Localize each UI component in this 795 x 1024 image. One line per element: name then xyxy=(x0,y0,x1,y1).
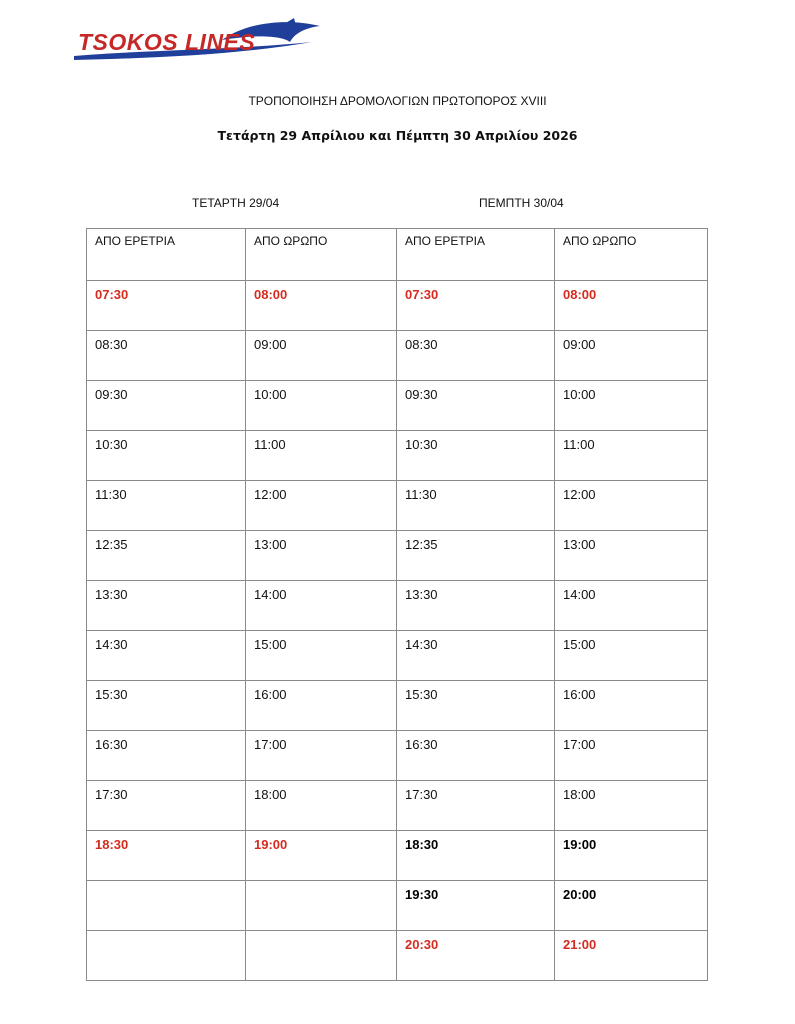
table-cell: 20:00 xyxy=(555,881,708,931)
table-cell: 07:30 xyxy=(87,281,246,331)
column-header: ΑΠΟ ΕΡΕΤΡΙΑ xyxy=(87,229,246,281)
day-label-thursday: ΠΕΜΠΤΗ 30/04 xyxy=(479,196,564,210)
column-header: ΑΠΟ ΩΡΩΠΟ xyxy=(555,229,708,281)
day-label-wednesday: ΤΕΤΑΡΤΗ 29/04 xyxy=(192,196,280,210)
table-cell: 15:30 xyxy=(87,681,246,731)
table-cell: 16:00 xyxy=(246,681,397,731)
table-cell: 08:30 xyxy=(397,331,555,381)
table-cell: 17:00 xyxy=(246,731,397,781)
table-row xyxy=(87,281,708,331)
table-cell: 10:00 xyxy=(555,381,708,431)
table-cell: 12:00 xyxy=(246,481,397,531)
table-cell: 11:30 xyxy=(87,481,246,531)
table-cell: 21:00 xyxy=(555,931,708,981)
table-cell: 17:30 xyxy=(397,781,555,831)
table-cell xyxy=(246,881,397,931)
table-cell: 15:30 xyxy=(397,681,555,731)
table-cell xyxy=(87,881,246,931)
table-cell: 10:00 xyxy=(246,381,397,431)
table-cell: 16:30 xyxy=(87,731,246,781)
table-cell: 08:00 xyxy=(246,281,397,331)
table-cell: 14:30 xyxy=(87,631,246,681)
page-subtitle: Τετάρτη 29 Απρίλιου και Πέμπτη 30 Απριλίου 2026 xyxy=(217,128,578,143)
table-cell: 11:30 xyxy=(397,481,555,531)
table-row xyxy=(87,631,708,681)
table-cell: 18:30 xyxy=(87,831,246,881)
column-header: ΑΠΟ ΕΡΕΤΡΙΑ xyxy=(397,229,555,281)
table-cell: 11:00 xyxy=(555,431,708,481)
table-cell: 16:30 xyxy=(397,731,555,781)
table-cell: 09:00 xyxy=(555,331,708,381)
table-row xyxy=(87,581,708,631)
table-cell: 10:30 xyxy=(87,431,246,481)
table-row xyxy=(87,381,708,431)
column-header: ΑΠΟ ΩΡΩΠΟ xyxy=(246,229,397,281)
table-cell: 18:00 xyxy=(555,781,708,831)
table-cell: 17:30 xyxy=(87,781,246,831)
table-cell: 12:35 xyxy=(397,531,555,581)
table-cell: 19:30 xyxy=(397,881,555,931)
schedule-table xyxy=(86,228,708,981)
table-cell: 09:30 xyxy=(87,381,246,431)
table-cell: 17:00 xyxy=(555,731,708,781)
table-cell: 18:00 xyxy=(246,781,397,831)
table-cell: 08:30 xyxy=(87,331,246,381)
table-row xyxy=(87,731,708,781)
table-cell: 10:30 xyxy=(397,431,555,481)
table-cell: 13:30 xyxy=(397,581,555,631)
table-cell: 16:00 xyxy=(555,681,708,731)
table-row xyxy=(87,781,708,831)
table-cell xyxy=(246,931,397,981)
page-title: ΤΡΟΠΟΠΟΙΗΣΗ ΔΡΟΜΟΛΟΓΙΩΝ ΠΡΩΤΟΠΟΡΟΣ XVIII xyxy=(248,94,547,108)
table-row xyxy=(87,681,708,731)
table-cell: 14:00 xyxy=(555,581,708,631)
table-cell: 14:30 xyxy=(397,631,555,681)
table-cell: 07:30 xyxy=(397,281,555,331)
table-row xyxy=(87,531,708,581)
table-cell: 12:00 xyxy=(555,481,708,531)
header-row xyxy=(87,229,708,281)
table-cell: 09:30 xyxy=(397,381,555,431)
table-cell: 13:00 xyxy=(555,531,708,581)
table-cell: 12:35 xyxy=(87,531,246,581)
logo-text: TSOKOS LINES xyxy=(78,29,256,55)
table-cell: 13:30 xyxy=(87,581,246,631)
tsokos-lines-logo xyxy=(72,16,342,66)
table-cell xyxy=(87,931,246,981)
table-cell: 09:00 xyxy=(246,331,397,381)
table-cell: 20:30 xyxy=(397,931,555,981)
table-cell: 13:00 xyxy=(246,531,397,581)
table-row xyxy=(87,331,708,381)
table-row xyxy=(87,881,708,931)
table-cell: 14:00 xyxy=(246,581,397,631)
table-cell: 11:00 xyxy=(246,431,397,481)
table-cell: 19:00 xyxy=(555,831,708,881)
table-cell: 08:00 xyxy=(555,281,708,331)
table-row xyxy=(87,831,708,881)
table-cell: 18:30 xyxy=(397,831,555,881)
table-row xyxy=(87,931,708,981)
table-cell: 19:00 xyxy=(246,831,397,881)
table-cell: 15:00 xyxy=(246,631,397,681)
table-cell: 15:00 xyxy=(555,631,708,681)
table-row xyxy=(87,481,708,531)
table-row xyxy=(87,431,708,481)
